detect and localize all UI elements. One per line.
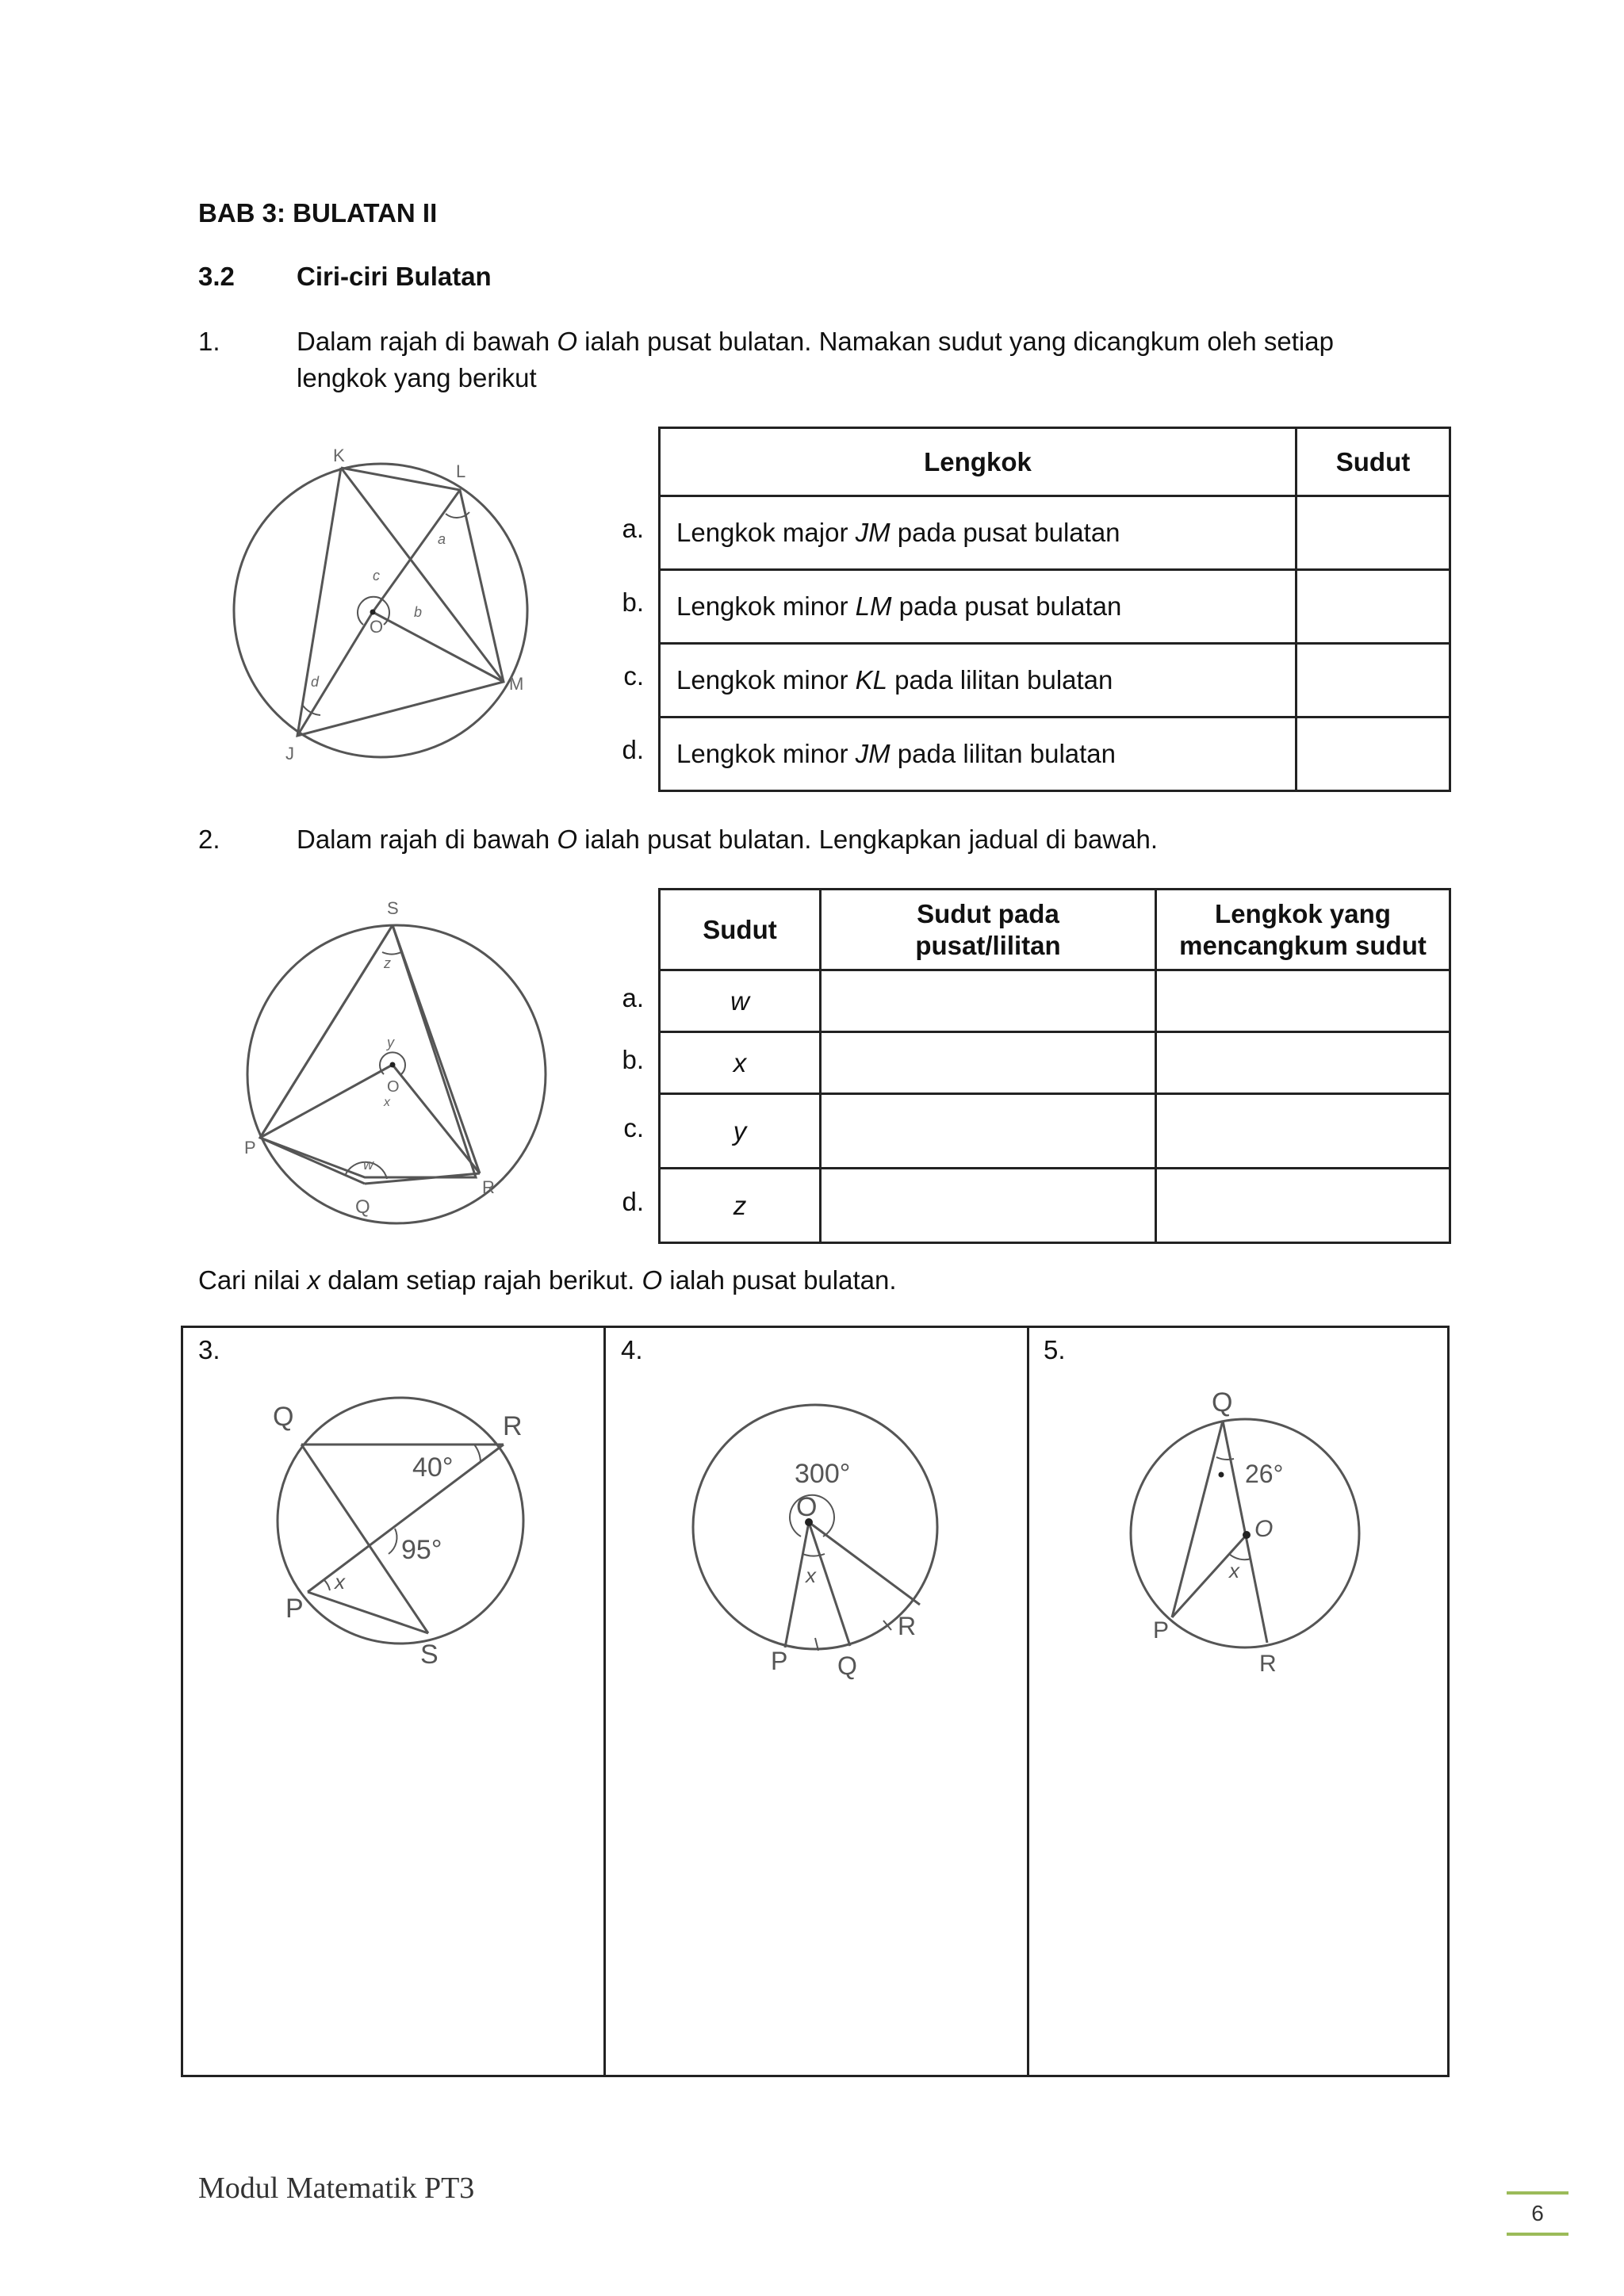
q2-row-label: d.	[622, 1187, 644, 1216]
page-number-rule-top	[1507, 2191, 1568, 2195]
label-P: P	[1153, 1617, 1170, 1644]
grid-divider	[603, 1326, 606, 2077]
label-O: O	[387, 1078, 400, 1096]
label-R: R	[503, 1411, 523, 1441]
q3-number: 3.	[198, 1335, 220, 1364]
label-R: R	[482, 1177, 495, 1197]
q2-answer-cell[interactable]	[821, 1169, 1156, 1243]
label-26: 26°	[1245, 1460, 1284, 1488]
label-S: S	[420, 1640, 439, 1670]
table-row	[660, 644, 1450, 718]
q2-header-arc: Lengkok yang mencangkum sudut	[1156, 890, 1450, 970]
label-x: x	[384, 1096, 390, 1109]
q1-answer-cell[interactable]	[1297, 718, 1450, 791]
label-Q: Q	[273, 1402, 294, 1432]
q1-circle-diagram	[214, 436, 547, 777]
label-w: w	[363, 1157, 373, 1173]
q1-answer-cell[interactable]	[1297, 496, 1450, 570]
q2-angle-cell: y	[660, 1094, 821, 1169]
q1-arc-cell: Lengkok minor JM pada lilitan bulatan	[660, 718, 1297, 791]
section-number: 3.2	[198, 262, 235, 291]
label-x: x	[335, 1570, 345, 1594]
label-40: 40°	[412, 1452, 454, 1483]
q2-row-label: a.	[622, 983, 644, 1012]
q1-text: Dalam rajah di bawah O ialah pusat bulatan. Namakan sudut yang dicangkum oleh setiap	[297, 327, 1334, 356]
q2-answer-cell[interactable]	[821, 1032, 1156, 1094]
q4-circle-diagram	[682, 1395, 952, 1681]
label-x: x	[1229, 1559, 1239, 1582]
table-row	[660, 1032, 1450, 1094]
table-row	[660, 570, 1450, 644]
q1-answer-cell[interactable]	[1297, 644, 1450, 718]
label-S: S	[387, 898, 399, 918]
label-K: K	[333, 446, 345, 465]
label-P: P	[244, 1138, 256, 1158]
table-row	[660, 970, 1450, 1032]
q2-table	[658, 888, 1451, 1244]
q1-row-label: b.	[622, 587, 644, 617]
q1-header-lengkok: Lengkok	[660, 428, 1297, 496]
q2-answer-cell[interactable]	[1156, 1094, 1450, 1169]
label-R: R	[898, 1612, 917, 1640]
label-J: J	[285, 744, 294, 763]
q2-answer-cell[interactable]	[821, 1094, 1156, 1169]
label-b: b	[414, 604, 423, 620]
q1-row-label: a.	[622, 514, 644, 543]
q2-header-position: Sudut pada pusat/lilitan	[821, 890, 1156, 970]
q1-arc-cell: Lengkok minor LM pada pusat bulatan	[660, 570, 1297, 644]
table-row	[660, 718, 1450, 791]
label-c: c	[373, 568, 380, 584]
label-z: z	[384, 955, 391, 971]
page-number: 6	[1531, 2201, 1544, 2225]
q1-row-label: c.	[623, 661, 644, 691]
label-M: M	[509, 674, 524, 694]
q2-circle-diagram	[238, 884, 555, 1241]
q1-table	[658, 427, 1451, 792]
label-x: x	[806, 1563, 816, 1587]
page-number-rule-bottom	[1507, 2233, 1568, 2236]
table-row	[660, 1094, 1450, 1169]
table-row	[660, 1169, 1450, 1243]
label-300: 300°	[795, 1459, 851, 1489]
label-y: y	[387, 1035, 394, 1050]
label-P: P	[771, 1647, 788, 1675]
table-row	[660, 496, 1450, 570]
q2-text: Dalam rajah di bawah O ialah pusat bulatan. Lengkapkan jadual di bawah.	[297, 825, 1159, 854]
q2-row-label: c.	[623, 1113, 644, 1142]
q1-arc-cell: Lengkok major JM pada pusat bulatan	[660, 496, 1297, 570]
label-P: P	[285, 1594, 304, 1624]
q2-angle-cell: z	[660, 1169, 821, 1243]
q2-answer-cell[interactable]	[1156, 1032, 1450, 1094]
section-title: Ciri-ciri Bulatan	[297, 262, 492, 291]
label-L: L	[456, 461, 466, 481]
q2-header-sudut: Sudut	[660, 890, 821, 970]
grid-divider	[1027, 1326, 1029, 2077]
q2-angle-cell: x	[660, 1032, 821, 1094]
label-Q: Q	[1212, 1387, 1233, 1418]
label-Q: Q	[837, 1651, 857, 1680]
q1-arc-cell: Lengkok minor KL pada lilitan bulatan	[660, 644, 1297, 718]
label-95: 95°	[401, 1535, 442, 1565]
q2-answer-cell[interactable]	[1156, 1169, 1450, 1243]
q1-row-label: d.	[622, 735, 644, 764]
chapter-title: BAB 3: BULATAN II	[198, 198, 438, 228]
label-d: d	[311, 674, 320, 690]
label-O: O	[370, 617, 384, 637]
q2-angle-cell: w	[660, 970, 821, 1032]
instruction-text: Cari nilai x dalam setiap rajah berikut. O ialah pusat bulatan.	[198, 1265, 897, 1295]
q3-circle-diagram	[262, 1380, 547, 1681]
label-a: a	[438, 531, 446, 547]
q2-row-label: b.	[622, 1045, 644, 1074]
q2-answer-cell[interactable]	[1156, 970, 1450, 1032]
q1-answer-cell[interactable]	[1297, 570, 1450, 644]
label-O: O	[796, 1492, 818, 1522]
label-Q: Q	[355, 1196, 370, 1218]
q5-circle-diagram	[1118, 1380, 1372, 1681]
q4-number: 4.	[621, 1335, 643, 1364]
q1-number: 1.	[198, 327, 220, 356]
label-O: O	[1254, 1516, 1274, 1542]
q1-text-line2: lengkok yang berikut	[297, 363, 537, 392]
q5-number: 5.	[1044, 1335, 1066, 1364]
label-R: R	[1259, 1651, 1277, 1677]
footer-title: Modul Matematik PT3	[198, 2172, 475, 2205]
q1-header-sudut: Sudut	[1297, 428, 1450, 496]
q2-answer-cell[interactable]	[821, 970, 1156, 1032]
q2-number: 2.	[198, 825, 220, 854]
